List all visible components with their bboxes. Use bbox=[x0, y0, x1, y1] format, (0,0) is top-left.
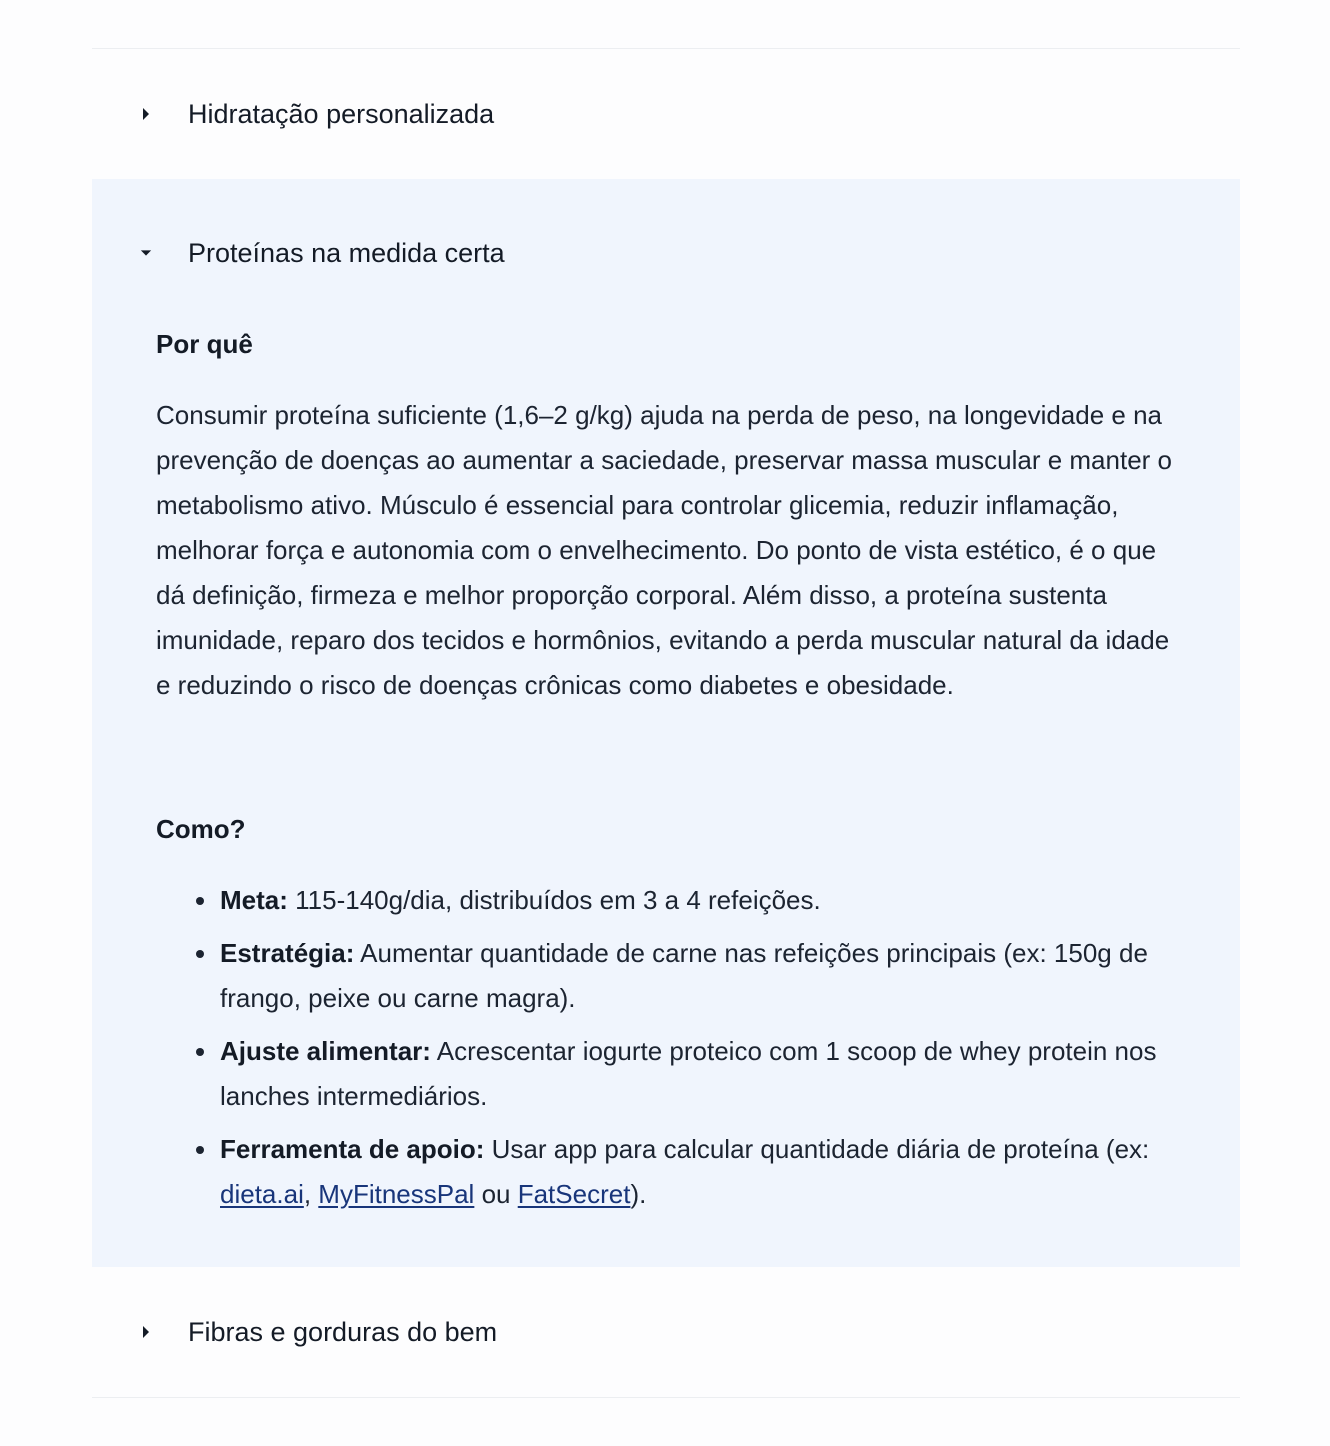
accordion-header-proteinas[interactable] bbox=[92, 179, 1240, 327]
link-fatsecret[interactable]: FatSecret bbox=[517, 1179, 631, 1209]
list-item bbox=[220, 1029, 1178, 1119]
how-list bbox=[156, 878, 1178, 1217]
bullet-text: Acrescentar iogurte proteico com 1 scoop de whey protein nos lanches intermediários. bbox=[220, 1036, 1157, 1111]
bullet-text: 115-140g/dia, distribuídos em 3 a 4 refeições. bbox=[287, 885, 821, 915]
how-heading: Como? bbox=[156, 814, 246, 844]
bullet-text: Usar app para calcular quantidade diária de proteína (ex: bbox=[484, 1134, 1150, 1164]
list-item bbox=[220, 1127, 1178, 1217]
accordion bbox=[92, 48, 1240, 1398]
accordion-title: Proteínas na medida certa bbox=[188, 237, 505, 268]
accordion-header-fibras[interactable] bbox=[92, 1267, 1240, 1397]
list-item bbox=[220, 878, 1178, 923]
accordion-item-proteinas bbox=[92, 179, 1240, 1267]
list-item bbox=[220, 931, 1178, 1021]
accordion-content bbox=[92, 327, 1240, 1267]
separator: ou bbox=[474, 1179, 518, 1209]
separator: , bbox=[303, 1179, 319, 1209]
accordion-title: Fibras e gorduras do bem bbox=[188, 1316, 498, 1347]
link-myfitnesspal[interactable]: MyFitnessPal bbox=[318, 1179, 475, 1209]
why-paragraph: Consumir proteína suficiente (1,6–2 g/kg) ajuda na perda de peso, na longevidade e na prevenção de doenças ao aumentar a saciedade, preservar massa muscular e manter o metabolismo ativo. Músculo é essencial para controlar glicemia, reduzir inflamação, melhorar força e autonomia com o envelhecimento. Do ponto de vista estético, é o que dá definição, firmeza e melhor proporção corporal. Além disso, a proteína sustenta imunidade, reparo dos tecidos e hormônios, evitando a perda muscular natural da idade e reduzindo o risco de doenças crônicas como diabetes e obesidade. bbox=[156, 400, 1173, 700]
closing-text: ). bbox=[630, 1179, 647, 1209]
accordion-item-fibras bbox=[92, 1267, 1240, 1397]
caret-right-icon bbox=[140, 107, 152, 121]
divider-bottom bbox=[92, 1397, 1240, 1398]
accordion-title: Hidratação personalizada bbox=[188, 98, 495, 129]
caret-down-icon bbox=[140, 246, 152, 260]
bullet-text: Aumentar quantidade de carne nas refeições principais (ex: 150g de frango, peixe ou carne magra). bbox=[220, 938, 1148, 1013]
bullet-label: Meta: bbox=[220, 885, 288, 915]
caret-right-icon bbox=[140, 1325, 152, 1339]
bullet-label: Ajuste alimentar: bbox=[220, 1036, 431, 1066]
why-heading: Por quê bbox=[156, 329, 253, 359]
link-dieta-ai[interactable]: dieta.ai bbox=[220, 1179, 304, 1209]
accordion-header-hidratacao[interactable] bbox=[92, 49, 1240, 179]
bullet-label: Estratégia: bbox=[220, 938, 355, 968]
bullet-label: Ferramenta de apoio: bbox=[220, 1134, 485, 1164]
accordion-item-hidratacao bbox=[92, 49, 1240, 179]
